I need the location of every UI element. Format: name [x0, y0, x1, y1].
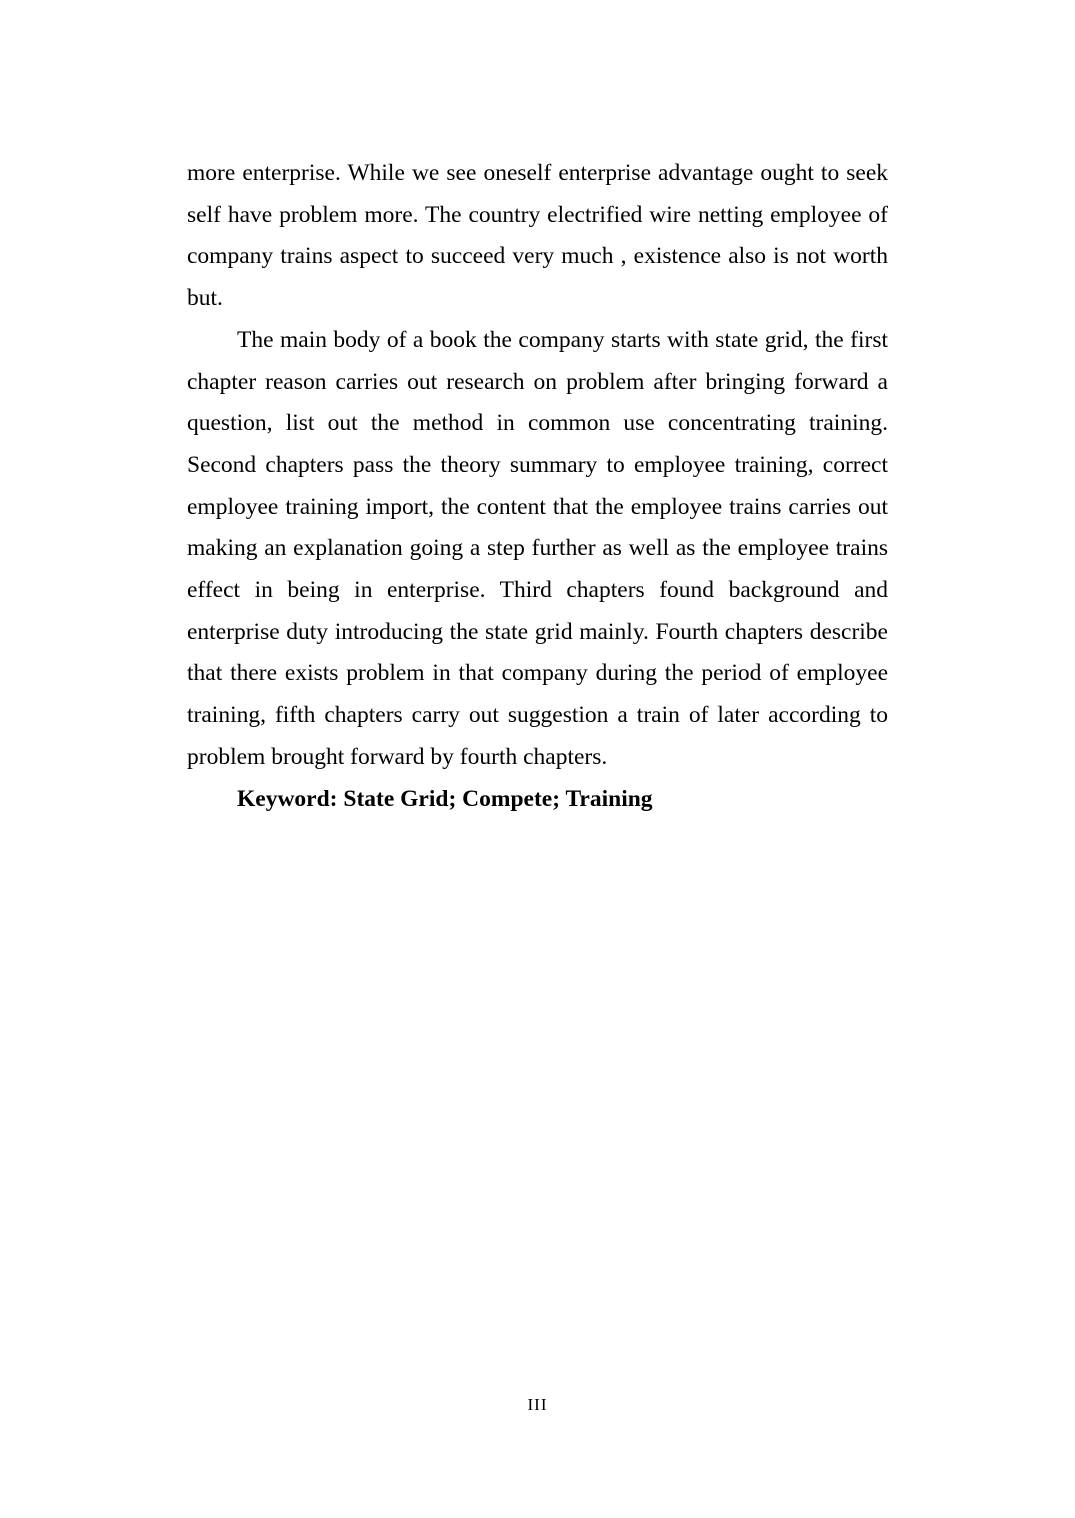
abstract-body — [187, 153, 888, 820]
paragraph-continuation: more enterprise. While we see oneself enterprise advantage ought to seek self have problem more. The country electrified wire netting employee of company trains aspect to succeed very much , existence also is not worth but. — [187, 160, 888, 312]
page-number: III — [527, 1395, 548, 1414]
keywords-line: Keyword: State Grid; Compete; Training — [237, 785, 653, 812]
paragraph-main: The main body of a book the company starts with state grid, the first chapter reason carries out research on problem after bringing forward a question, list out the method in common use concentrating training. Second chapters pass the theory summary to employee training, correct employee training import, the content that the employee trains carries out making an explanation going a step further as well as the employee trains effect in being in enterprise. Third chapters found background and enterprise duty introducing the state grid mainly. Fourth chapters describe that there exists problem in that company during the period of employee training, fifth chapters carry out suggestion a train of later according to problem brought forward by fourth chapters. — [187, 326, 888, 770]
